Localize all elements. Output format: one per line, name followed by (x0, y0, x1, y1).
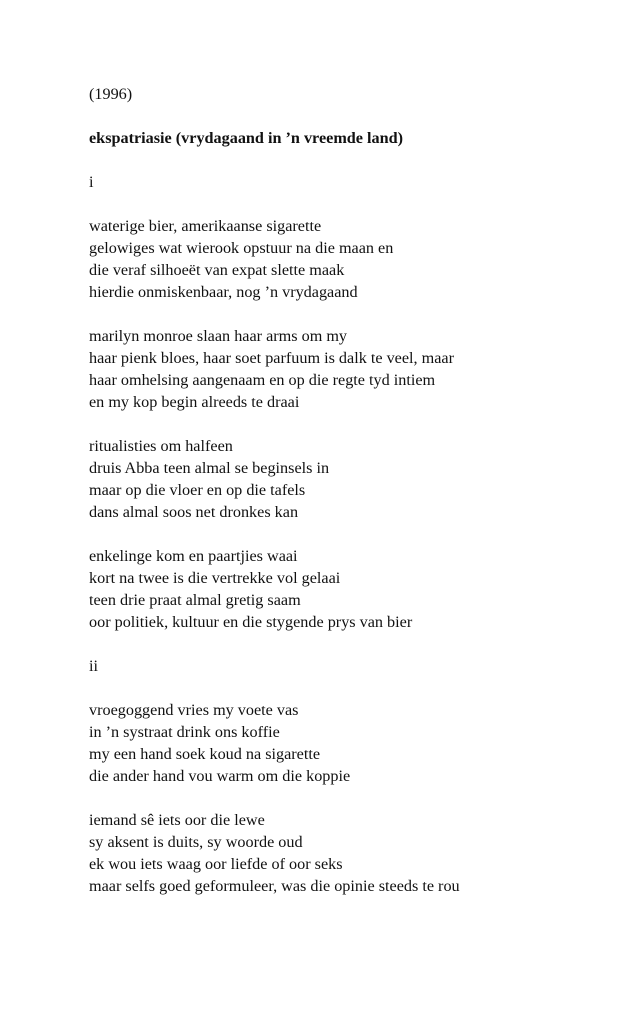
poem-line: maar op die vloer en op die tafels (89, 481, 306, 499)
poem-line: druis Abba teen almal se beginsels in (89, 459, 330, 477)
stanza (89, 215, 609, 303)
poem-line: die ander hand vou warm om die koppie (89, 767, 351, 785)
section-number-i: i (89, 173, 94, 191)
poem-line: kort na twee is die vertrekke vol gelaai (89, 569, 341, 587)
poem-line: en my kop begin alreeds te draai (89, 393, 300, 411)
stanza (89, 435, 609, 523)
poem-line: die veraf silhoeët van expat slette maak (89, 261, 345, 279)
poem-line: oor politiek, kultuur en die stygende prys van bier (89, 613, 413, 631)
poem-line: vroegoggend vries my voete vas (89, 701, 299, 719)
poem-line: marilyn monroe slaan haar arms om my (89, 327, 348, 345)
poem-line: ritualisties om halfeen (89, 437, 233, 455)
poem-line: sy aksent is duits, sy woorde oud (89, 833, 303, 851)
poem-year: (1996) (89, 85, 133, 103)
poem-line: dans almal soos net dronkes kan (89, 503, 299, 521)
poem-line: in ’n systraat drink ons koffie (89, 723, 280, 741)
poem-line: my een hand soek koud na sigarette (89, 745, 321, 763)
poem-line: hierdie onmiskenbaar, nog ’n vrydagaand (89, 283, 358, 301)
poem-line: teen drie praat almal gretig saam (89, 591, 301, 609)
poem-line: haar omhelsing aangenaam en op die regte tyd intiem (89, 371, 436, 389)
stanza (89, 699, 609, 787)
poem-line: gelowiges wat wierook opstuur na die maan en (89, 239, 394, 257)
poem-page (89, 83, 609, 897)
poem-line: ek wou iets waag oor liefde of oor seks (89, 855, 343, 873)
stanza (89, 809, 609, 897)
poem-line: waterige bier, amerikaanse sigarette (89, 217, 322, 235)
stanza (89, 325, 609, 413)
poem-line: enkelinge kom en paartjies waai (89, 547, 298, 565)
poem-line: haar pienk bloes, haar soet parfuum is dalk te veel, maar (89, 349, 454, 367)
poem-line: maar selfs goed geformuleer, was die opinie steeds te rou (89, 877, 460, 895)
poem-title: ekspatriasie (vrydagaand in ’n vreemde land) (89, 129, 404, 147)
poem-line: iemand sê iets oor die lewe (89, 811, 265, 829)
stanza (89, 545, 609, 633)
section-number-ii: ii (89, 657, 98, 675)
